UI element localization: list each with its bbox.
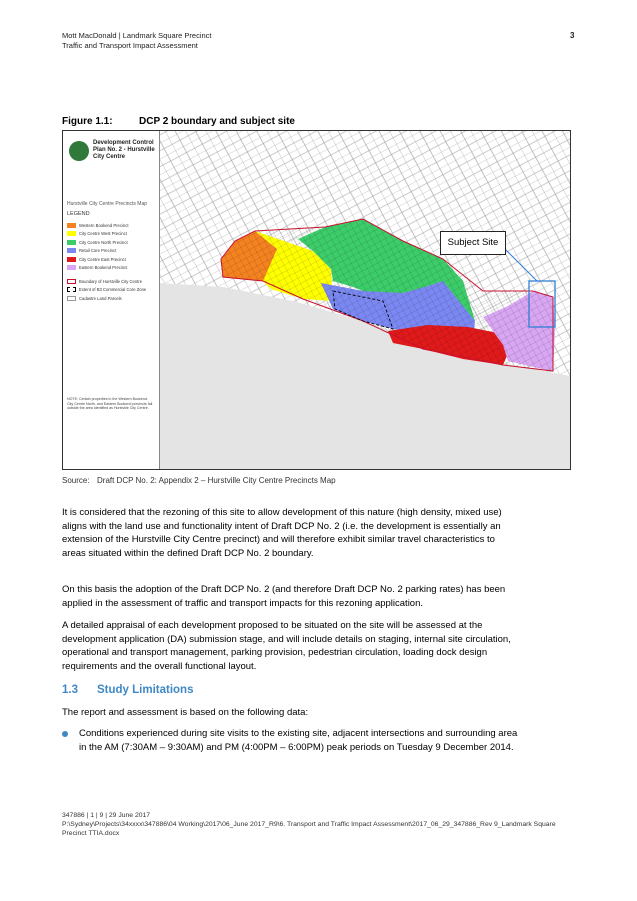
map-legend-panel (63, 131, 160, 469)
source-text: Draft DCP No. 2: Appendix 2 – Hurstville City Centre Precincts Map (97, 476, 336, 485)
legend-item (67, 221, 129, 230)
figure-caption (62, 116, 295, 127)
legend-item (67, 247, 129, 256)
paragraph-rezoning: It is considered that the rezoning of this site to allow development of this nature (high density, mixed use) aligns with the land use and functionality intent of Draft DCP No. 2 (i.e. the development is essentially an extension of the Hurstville City Centre precinct) and will therefore exhibit similar travel characteristics to areas situated within the defined Draft DCP No. 2 boundary. (62, 507, 502, 559)
logo-title-line-1: Development Control (93, 140, 154, 146)
legend-boundary-item (67, 294, 146, 303)
legend-swatch (67, 223, 76, 228)
legend-item-label: Retail Core Precinct (79, 248, 117, 254)
precincts-map (62, 130, 571, 470)
legend-boundary-label: Cadastre Land Parcels (79, 295, 122, 301)
list-item (62, 727, 520, 754)
legend-swatch (67, 257, 76, 262)
legend-item-label: Eastern Bookend Precinct (79, 265, 128, 271)
subject-site-callout: Subject Site (440, 231, 506, 255)
map-note: NOTE: Certain properties in the Western Bookend, City Centre North, and Eastern Bookend precincts fall outside the area identified as Hurstville City Centre. (67, 397, 153, 411)
legend-boundary-label: Boundary of Hurstville City Centre (79, 278, 143, 284)
logo-title-line-3: City Centre (93, 154, 126, 160)
section-title: Study Limitations (97, 684, 194, 696)
bullet-icon (62, 731, 68, 737)
source-label: Source: (62, 476, 90, 485)
legend-item (67, 230, 129, 239)
bullet-text: Conditions experienced during site visits to the existing site, adjacent intersections and surrounding area in the AM (7:30AM – 9:30AM) and PM (4:00PM – 6:00PM) peak periods on Tuesday 9 December 2014. (79, 728, 518, 753)
header-line-1: Mott MacDonald | Landmark Square Precinct (62, 31, 212, 40)
legend-item-label: Western Bookend Precinct (79, 222, 129, 228)
page-number: 3 (570, 31, 575, 40)
legend-boundary-item (67, 286, 146, 295)
legend-item (67, 238, 129, 247)
document-header (62, 31, 212, 51)
paragraph-adoption: On this basis the adoption of the Draft DCP No. 2 (and therefore Draft DCP No. 2 parking rates) has been applied in the assessment of traffic and transport impacts for this rezoning application. (62, 584, 506, 609)
legend-item-label: City Centre East Precinct (79, 256, 126, 262)
council-logo-icon (69, 141, 89, 161)
section-intro: The report and assessment is based on the following data: (62, 707, 309, 718)
legend-list (67, 221, 129, 272)
legend-swatch (67, 265, 76, 270)
paragraph-appraisal: A detailed appraisal of each development proposed to be situated on the site will be assessed at the development application (DA) submission stage, and will include details on staging, internal site circulation, operational and transport management, parking provision, pedestrian circulation, loading dock design requirements and the overall functional layout. (62, 620, 511, 672)
legend-boundary-swatch (67, 287, 76, 292)
figure-number: Figure 1.1: (62, 116, 113, 127)
footer-path: P:\Sydney\Projects\34xxxx\347886\04 Working\2017\06_June 2017_R9\6. Transport and Traffic Impact Assessment\2017_06_29_347886_Rev 9_Landmark Square Precinct TTIA.docx (62, 821, 556, 838)
legend-item (67, 255, 129, 264)
legend-item-label: City Centre North Precinct (79, 239, 128, 245)
header-line-2: Traffic and Transport Impact Assessment (62, 41, 198, 50)
document-footer (62, 811, 562, 839)
legend-label: LEGEND (67, 211, 90, 217)
legend-boundary-item (67, 277, 146, 286)
legend-swatch (67, 240, 76, 245)
legend-swatch (67, 248, 76, 253)
logo-title-line-2: Plan No. 2 - Hurstville (93, 147, 155, 153)
legend-boundary-label: Extent of B3 Commercial Core Zone (79, 287, 147, 293)
figure-source (62, 476, 336, 485)
legend-item (67, 264, 129, 273)
figure-title: DCP 2 boundary and subject site (139, 116, 295, 127)
map-heading: Hurstville City Centre Precincts Map (67, 201, 148, 207)
legend-item-label: City Centre West Precinct (79, 231, 127, 237)
legend-boundaries (67, 277, 146, 303)
legend-swatch (67, 231, 76, 236)
legend-boundary-swatch (67, 279, 76, 284)
section-heading (62, 684, 194, 696)
section-number: 1.3 (62, 684, 78, 696)
legend-boundary-swatch (67, 296, 76, 301)
footer-line-1: 347886 | 1 | 9 | 29 June 2017 (62, 812, 151, 819)
